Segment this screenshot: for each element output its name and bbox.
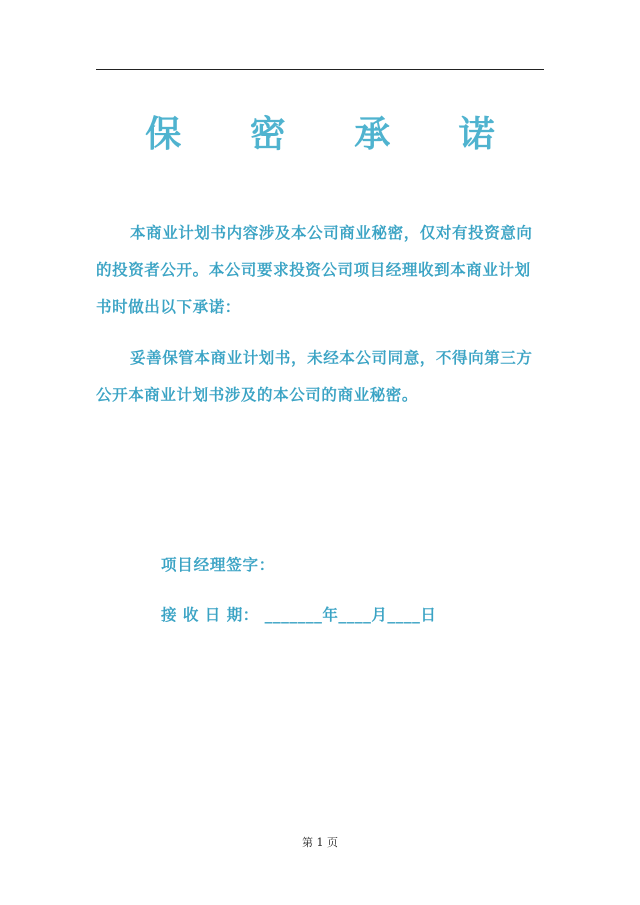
page-number: 第 1 页 [302,836,338,849]
receipt-date-line: 接 收 日 期： _______年____月____日 [161,606,437,624]
commitment-intro-paragraph: 本商业计划书内容涉及本公司商业秘密，仅对有投资意向的投资者公开。本公司要求投资公司项目经理收到本商业计划书时做出以下承诺： [96,224,533,316]
manager-signature-label: 项目经理签字： [161,556,276,574]
header-divider [96,69,544,70]
document-title: 保 密 承 诺 [145,114,523,155]
commitment-clause-paragraph: 妥善保管本商业计划书，未经本公司同意，不得向第三方公开本商业计划书涉及的本公司的商业秘密。 [96,349,533,404]
